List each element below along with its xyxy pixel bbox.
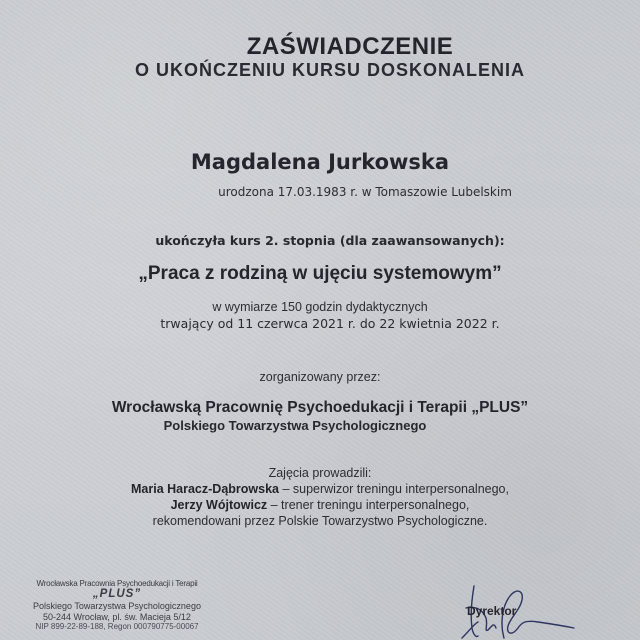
stamp-line: 50-244 Wrocław, pl. św. Macieja 5/12 [43, 611, 191, 622]
instructor-line [0, 482, 640, 496]
organizer-affiliation: Polskiego Towarzystwa Psychologicznego [163, 418, 427, 433]
course-title: „Praca z rodziną w ujęciu systemowym” [138, 263, 502, 284]
stamp-line: NIP 899-22-89-188, Regon 000790775-00067 [35, 622, 199, 632]
instructor-name: Jerzy Wójtowicz [170, 498, 268, 512]
organization-stamp [28, 579, 206, 631]
organized-by-label: zorganizowany przez: [259, 370, 381, 384]
instructor-role: – superwizor treningu interpersonalnego, [278, 482, 509, 496]
certificate-subtitle: O UKOŃCZENIU KURSU DOSKONALENIA [134, 60, 525, 80]
instructor-name: Maria Haracz-Dąbrowska [131, 482, 279, 496]
organizer-name: Wrocławską Pracownię Psychoedukacji i Terapii „PLUS” [111, 399, 529, 416]
instructor-line [0, 498, 640, 512]
stamp-line: Polskiego Towarzystwa Psychologicznego [33, 601, 201, 612]
director-label: Dyrektor [467, 604, 517, 618]
stamp-line: Wrocławska Pracownia Psychoedukacji i Terapii [36, 579, 198, 588]
recommendation-note: rekomendowani przez Polskie Towarzystwo Psychologiczne. [152, 514, 488, 528]
stamp-line: „PLUS” [92, 588, 142, 601]
instructor-role: – trener treningu interpersonalnego, [267, 498, 470, 512]
birth-info: urodzona 17.03.1983 r. w Tomaszowie Lubelskim [218, 185, 512, 199]
recipient-name: Magdalena Jurkowska [190, 150, 450, 174]
instructors-label: Zajęcia prowadzili: [268, 466, 372, 480]
completion-statement: ukończyła kurs 2. stopnia (dla zaawansowanych): [155, 233, 505, 248]
certificate-title: ZAŚWIADCZENIE [246, 33, 454, 60]
course-hours: w wymiarze 150 godzin dydaktycznych [212, 300, 428, 314]
course-duration: trwający od 11 czerwca 2021 r. do 22 kwietnia 2022 r. [160, 316, 500, 331]
